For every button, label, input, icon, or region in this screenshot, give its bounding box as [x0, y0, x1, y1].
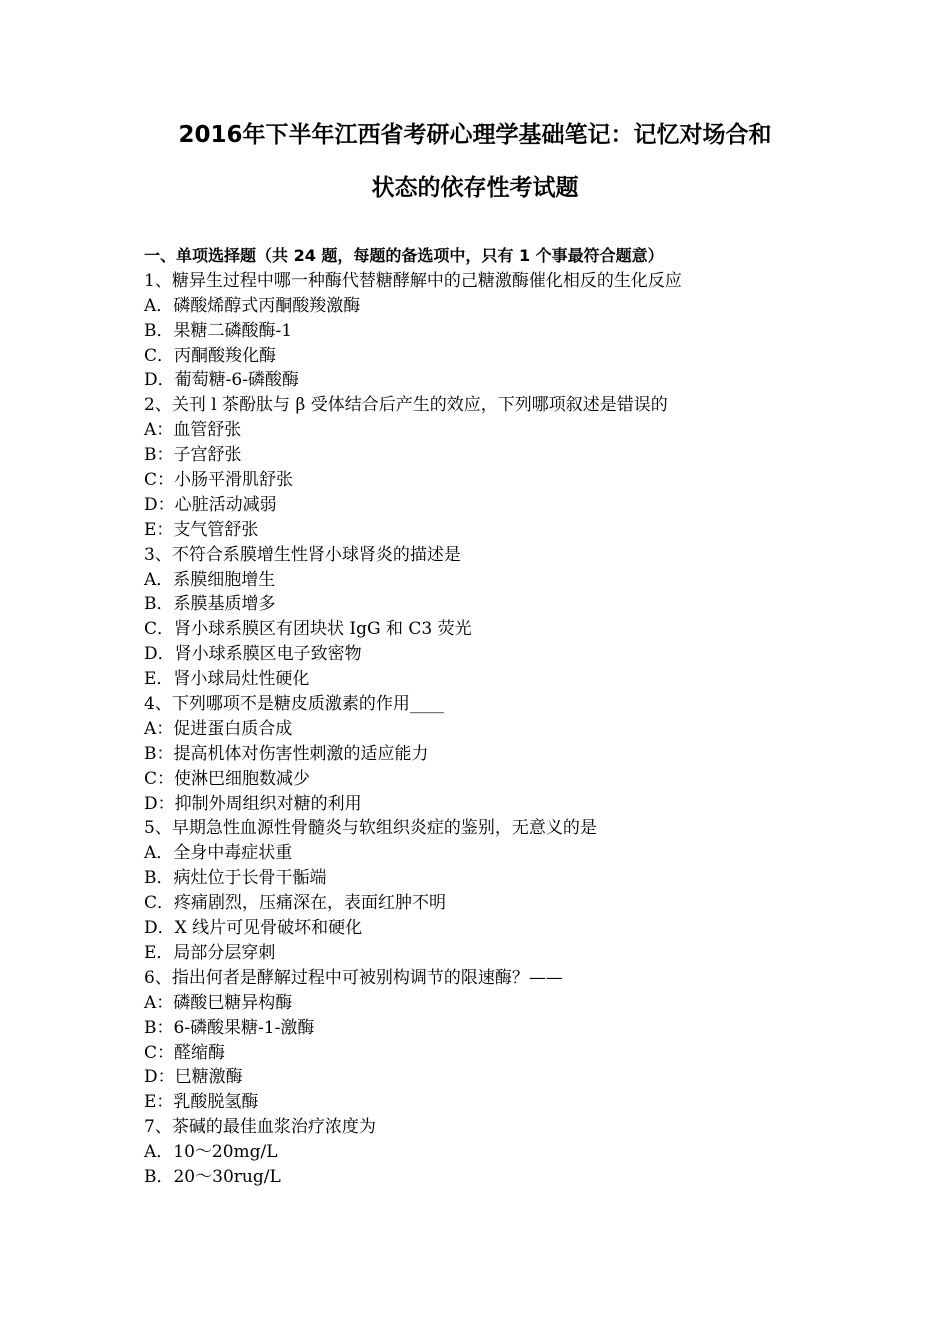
text-line: C：醛缩酶: [144, 1042, 226, 1063]
document-title-line-1: 2016年下半年江西省考研心理学基础笔记：记忆对场合和: [178, 122, 772, 148]
document-title-line-2: 状态的依存性考试题: [371, 175, 579, 201]
text-line: B．果糖二磷酸酶-1: [144, 320, 293, 341]
text-line: B．20～30rug/L: [144, 1166, 281, 1187]
text-line: A：促进蛋白质合成: [144, 718, 293, 739]
text-line: B．病灶位于长骨干骺端: [144, 868, 327, 889]
text-line: D．肾小球系膜区电子致密物: [144, 644, 362, 665]
text-line: D．葡萄糖-6-磷酸酶: [144, 370, 299, 391]
text-line: D：抑制外周组织对糖的利用: [144, 793, 362, 814]
text-line: C．肾小球系膜区有团块状 IgG 和 C3 荧光: [144, 619, 472, 640]
section-heading: 一、单项选择题（共 24 题，每题的备选项中，只有 1 个事最符合题意）: [144, 246, 664, 265]
text-line: B：提高机体对伤害性刺激的适应能力: [144, 743, 429, 764]
text-line: B：6-磷酸果糖-1-激酶: [144, 1017, 315, 1038]
text-line: A．磷酸烯醇式丙酮酸羧激酶: [144, 295, 361, 316]
text-line: A．10～20mg/L: [144, 1142, 278, 1163]
text-line: D：心脏活动减弱: [144, 494, 277, 515]
text-line: D：巳糖激酶: [144, 1067, 243, 1088]
text-line: A：血管舒张: [144, 420, 242, 441]
text-line: C：使淋巴细胞数减少: [144, 768, 311, 789]
text-line: 1、糖异生过程中哪一种酶代替糖酵解中的己糖激酶催化相反的生化反应: [144, 270, 682, 291]
text-line: 7、茶碱的最佳血浆治疗浓度为: [144, 1117, 376, 1138]
text-line: B：子宫舒张: [144, 445, 242, 466]
document-body: [144, 244, 824, 1190]
text-line: E．肾小球局灶性硬化: [144, 669, 310, 690]
text-line: C：小肠平滑肌舒张: [144, 470, 294, 491]
text-line: C．丙酮酸羧化酶: [144, 345, 277, 366]
text-line: A．全身中毒症状重: [144, 843, 293, 864]
text-line: 3、不符合系膜增生性肾小球肾炎的描述是: [144, 544, 461, 565]
text-line: 5、早期急性血源性骨髓炎与软组织炎症的鉴别，无意义的是: [144, 818, 597, 839]
text-line: 4、下列哪项不是糖皮质激素的作用____: [144, 694, 444, 715]
text-line: D．X 线片可见骨破坏和硬化: [144, 918, 363, 939]
text-line: B．系膜基质增多: [144, 594, 276, 615]
text-line: 2、关刊 l 茶酚肽与 β 受体结合后产生的效应，下列哪项叙述是错误的: [144, 395, 668, 416]
text-line: C．疼痛剧烈，压痛深在，表面红肿不明: [144, 893, 447, 914]
text-line: E：乳酸脱氢酶: [144, 1092, 259, 1113]
text-line: 6、指出何者是酵解过程中可被别构调节的限速酶？——: [144, 967, 563, 988]
text-line: A．系膜细胞增生: [144, 569, 276, 590]
text-line: A：磷酸巳糖异构酶: [144, 992, 293, 1013]
text-line: E：支气管舒张: [144, 519, 259, 540]
text-line: E．局部分层穿刺: [144, 942, 276, 963]
